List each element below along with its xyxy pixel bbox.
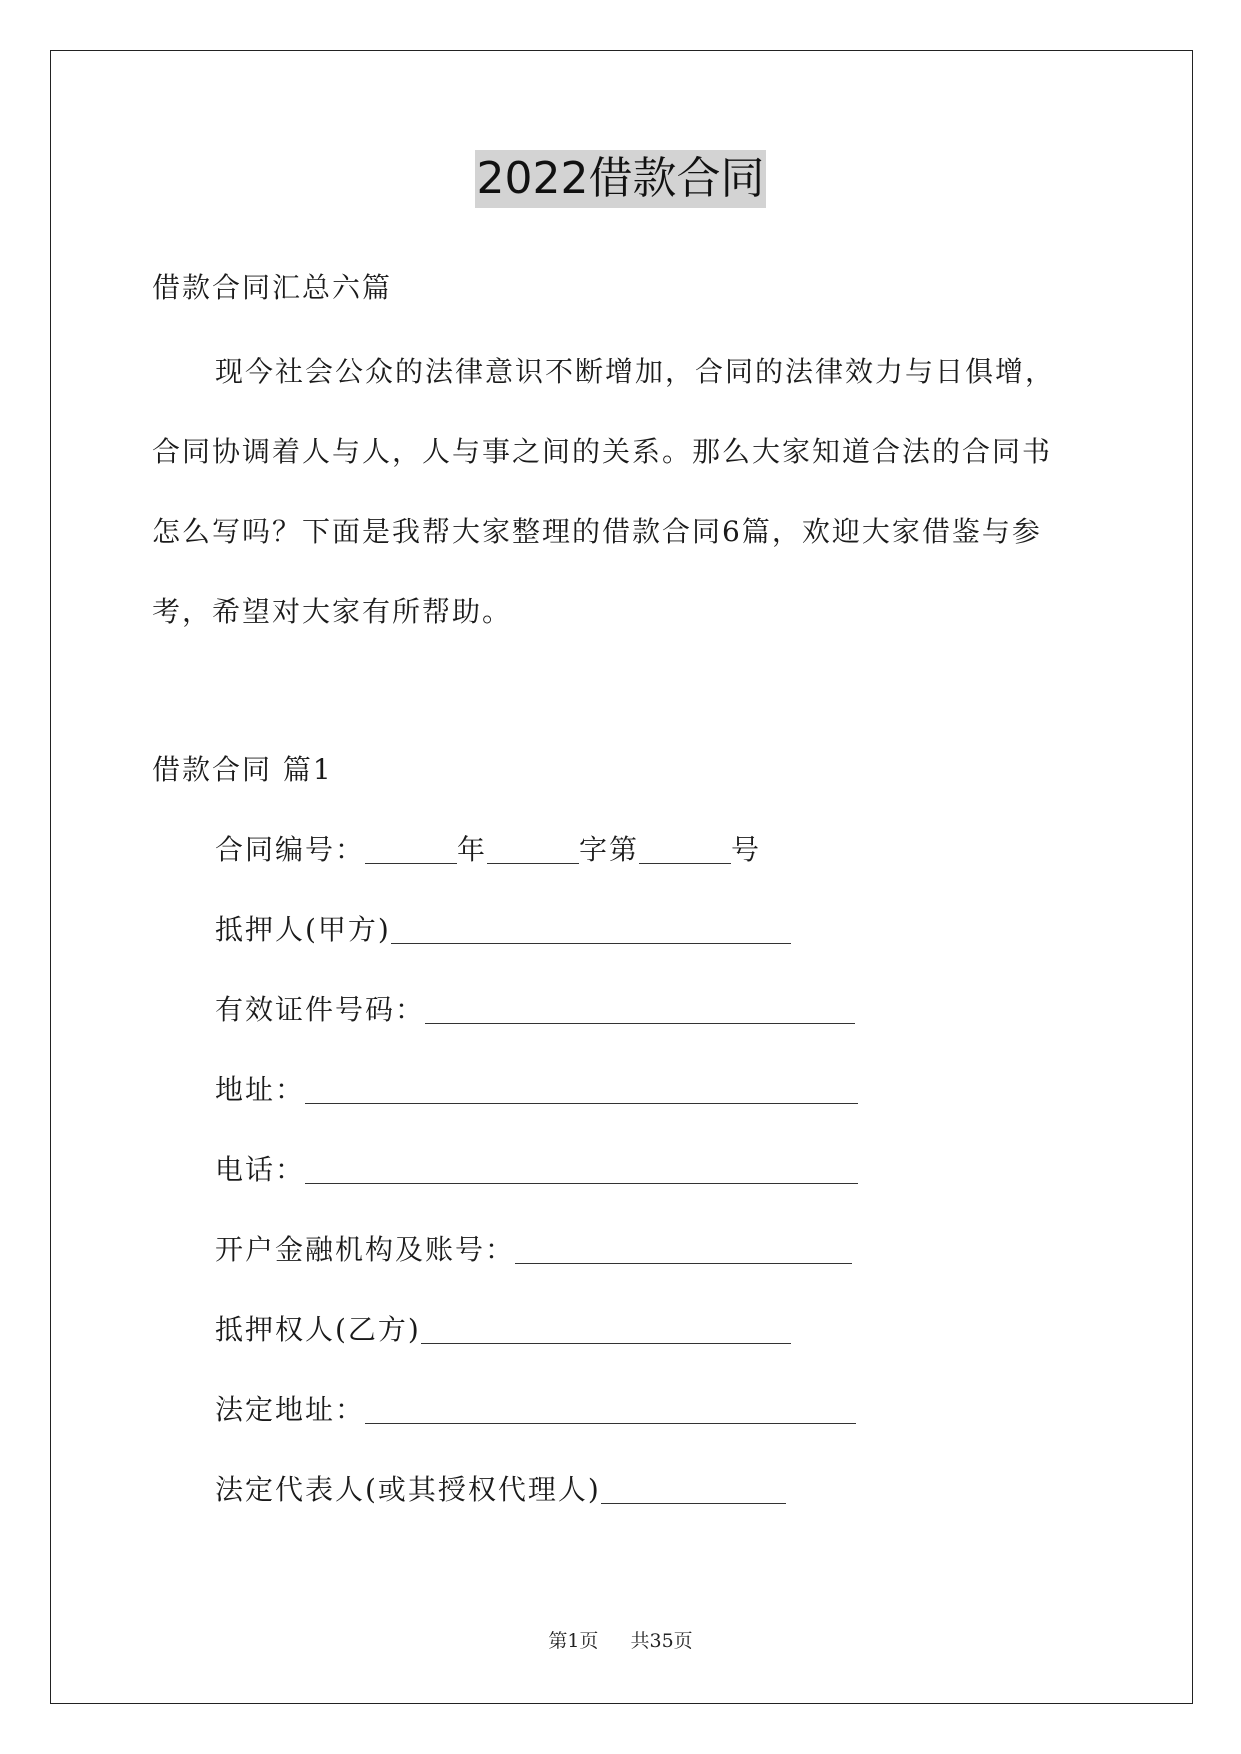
blank-line[interactable] [365, 1397, 856, 1424]
field-label: 法定代表人(或其授权代理人) [215, 1473, 601, 1506]
field-row-phone [215, 1152, 858, 1188]
field-label: 地址： [215, 1073, 306, 1106]
field-label: 电话： [215, 1153, 306, 1186]
title-wrapper [0, 150, 1241, 208]
page-total: 共35页 [630, 1630, 693, 1652]
field-label: 法定地址： [215, 1393, 366, 1426]
field-label: 抵押权人(乙方) [215, 1313, 421, 1346]
page-footer [0, 1626, 1241, 1653]
intro-line: 现今社会公众的法律意识不断增加，合同的法律效力与日俱增， [215, 355, 1056, 388]
blank-line[interactable] [365, 837, 457, 864]
intro-line: 合同协调着人与人，人与事之间的关系。那么大家知道合法的合同书 [152, 435, 1053, 468]
contract-number-suffix: 号 [731, 833, 762, 866]
intro-line: 考，希望对大家有所帮助。 [152, 595, 513, 628]
contract-number-row [215, 832, 761, 868]
blank-line[interactable] [305, 1077, 858, 1104]
document-title: 2022借款合同 [475, 150, 767, 208]
page-number: 第1页 [548, 1630, 599, 1652]
blank-line[interactable] [601, 1477, 786, 1504]
field-label: 有效证件号码： [215, 993, 426, 1026]
blank-line[interactable] [639, 837, 731, 864]
intro-line: 怎么写吗？下面是我帮大家整理的借款合同6篇，欢迎大家借鉴与参 [152, 515, 1042, 548]
field-label: 抵押人(甲方) [215, 913, 391, 946]
contract-number-label: 合同编号： [215, 833, 366, 866]
document-subtitle: 借款合同汇总六篇 [152, 271, 393, 304]
blank-line[interactable] [425, 997, 855, 1024]
field-row-mortgagor [215, 912, 791, 948]
field-row-legal-representative [215, 1472, 786, 1508]
field-row-legal-address [215, 1392, 856, 1428]
blank-line[interactable] [305, 1157, 858, 1184]
section-heading: 借款合同 篇1 [152, 753, 333, 786]
blank-line[interactable] [515, 1237, 852, 1264]
contract-year-label: 年 [457, 833, 488, 866]
field-row-bank-account [215, 1232, 852, 1268]
blank-line[interactable] [487, 837, 579, 864]
field-row-mortgagee [215, 1312, 791, 1348]
field-label: 开户金融机构及账号： [215, 1233, 516, 1266]
contract-char-label: 字第 [579, 833, 640, 866]
field-row-id-number [215, 992, 855, 1028]
field-row-address [215, 1072, 858, 1108]
blank-line[interactable] [421, 1317, 791, 1344]
blank-line[interactable] [391, 917, 791, 944]
